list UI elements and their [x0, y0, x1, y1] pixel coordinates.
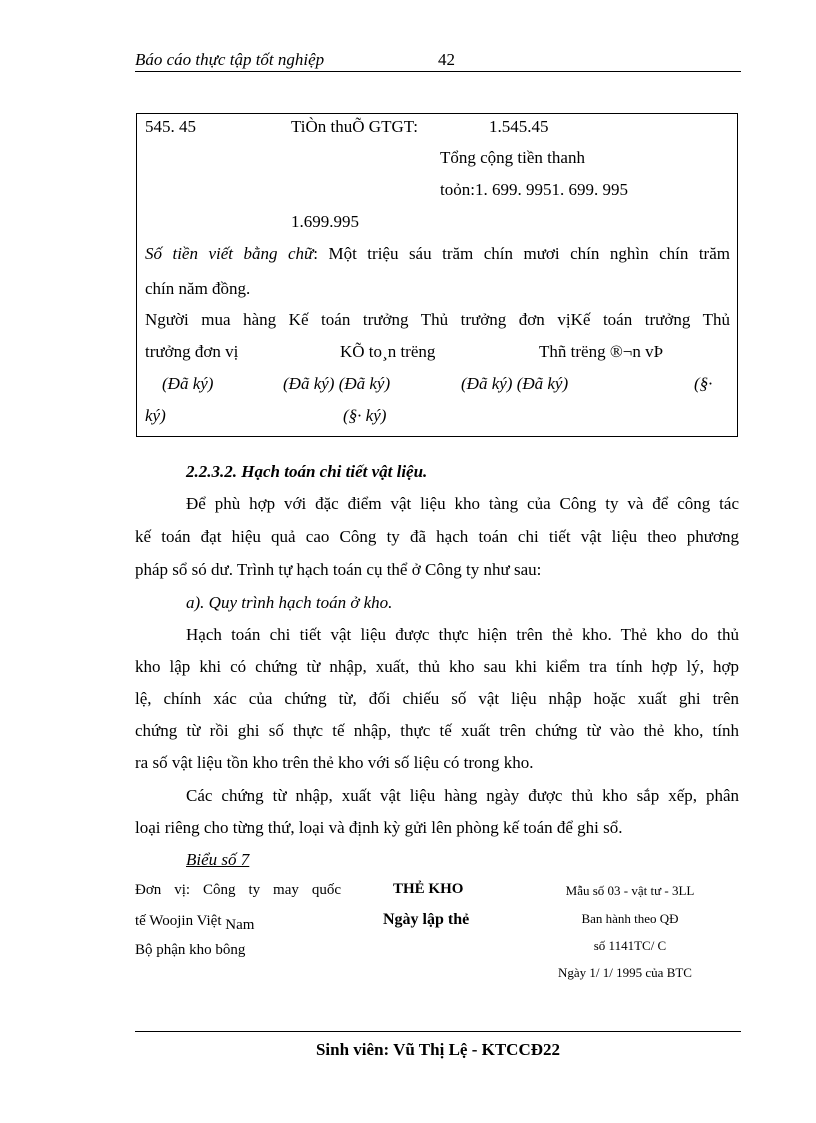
- signers-line1: Người mua hàng Kế toán trưởng Thủ trưởng đơn vịKế toán trưởng Thủ: [145, 310, 730, 329]
- vat-amount: 1.545.45: [489, 117, 549, 136]
- amount-in-words-cont: chín năm đồng.: [145, 279, 251, 298]
- total-label-line1: Tổng cộng tiền thanh: [440, 148, 585, 167]
- unit-line2: [135, 913, 255, 933]
- total-value: 1.699.995: [291, 212, 359, 231]
- amount-in-words: [145, 244, 730, 264]
- amount-in-words-label: Số tiền viết bằng chữ: [145, 244, 314, 263]
- para2-line3: lệ, chính xác của chứng từ, đối chiếu số vật liệu nhập hoặc xuất ghi trên: [135, 689, 739, 708]
- vat-rate-value: 545. 45: [145, 117, 196, 136]
- para1-line2: kế toán đạt hiệu quả cao Công ty đã hạch toán chi tiết vật liệu theo phương: [135, 527, 739, 546]
- footer-rule: [135, 1031, 741, 1032]
- form-title: THẺ KHO: [393, 881, 464, 897]
- para3-line1: Các chứng từ nhập, xuất vật liệu hàng ngày được thủ kho sắp xếp, phân: [186, 786, 739, 805]
- para2-line1: Hạch toán chi tiết vật liệu được thực hiện trên thẻ kho. Thẻ kho do thủ: [186, 625, 739, 644]
- form-ref-line4: Ngày 1/ 1/ 1995 của BTC: [558, 965, 692, 980]
- footer-student: Sinh viên: Vũ Thị Lệ - KTCCĐ22: [315, 1040, 561, 1059]
- signers-line2c: Thñ trëng ®¬n vÞ: [539, 342, 664, 361]
- total-label-line2: toỏn:1. 699. 9951. 699. 995: [440, 180, 628, 199]
- para2-line5: ra số vật liệu tồn kho trên thẻ kho với số liệu có trong kho.: [135, 753, 534, 772]
- sub-heading: a). Quy trình hạch toán ở kho.: [186, 593, 393, 612]
- para3-line2: loại riêng cho từng thứ, loại và định kỳ gửi lên phòng kế toán để ghi sổ.: [135, 818, 623, 837]
- signed-1: (Đã ký): [162, 374, 214, 393]
- signed-garbled-c: (§· ký): [343, 406, 387, 425]
- signed-2: (Đã ký) (Đã ký): [283, 374, 391, 393]
- amount-in-words-text: : Một triệu sáu trăm chín mươi chín nghìn chín trăm: [313, 244, 730, 263]
- form-ref-line2: Ban hành theo QĐ: [581, 911, 679, 926]
- page-number: 42: [438, 50, 455, 69]
- form-label: Biểu số 7: [186, 850, 250, 869]
- invoice-summary-box: [136, 113, 738, 437]
- header-rule: [135, 71, 741, 72]
- para2-line2: kho lập khi có chứng từ nhập, xuất, thủ kho sau khi kiểm tra tính hợp lý, hợp: [135, 657, 739, 676]
- unit-line3: Bộ phận kho bông: [135, 942, 246, 958]
- unit-line1: Đơn vị: Công ty may quốc: [135, 882, 341, 898]
- signed-3: (Đã ký) (Đã ký): [461, 374, 569, 393]
- signed-garbled-a: (§·: [694, 374, 713, 393]
- para1-line1: Để phù hợp với đặc điểm vật liệu kho tàng của Công ty và để công tác: [186, 494, 739, 513]
- unit-line2a: tế Woojin Việt: [135, 913, 222, 929]
- unit-line2b: Nam: [225, 917, 255, 933]
- para2-line4: chứng từ rồi ghi số thực tế nhập, thực tế xuất trên chứng từ vào thẻ kho, tính: [135, 721, 739, 740]
- signers-line2a: trưởng đơn vị: [145, 342, 239, 361]
- signers-line2b: KÕ to¸n trëng: [340, 342, 436, 361]
- signed-garbled-b: ký): [145, 406, 166, 425]
- para1-line3: pháp sổ só dư. Trình tự hạch toán cụ thể ở Công ty như sau:: [135, 560, 542, 579]
- section-heading: 2.2.3.2. Hạch toán chi tiết vật liệu.: [186, 462, 428, 481]
- form-ref-line1: Mẫu số 03 - vật tư - 3LL: [565, 883, 695, 898]
- form-subtitle: Ngày lập thẻ: [383, 911, 470, 928]
- form-ref-line3: số 1141TC/ C: [593, 938, 667, 953]
- vat-label: TiÒn thuÕ GTGT:: [291, 117, 418, 136]
- page-header-title: Báo cáo thực tập tốt nghiệp: [135, 50, 325, 69]
